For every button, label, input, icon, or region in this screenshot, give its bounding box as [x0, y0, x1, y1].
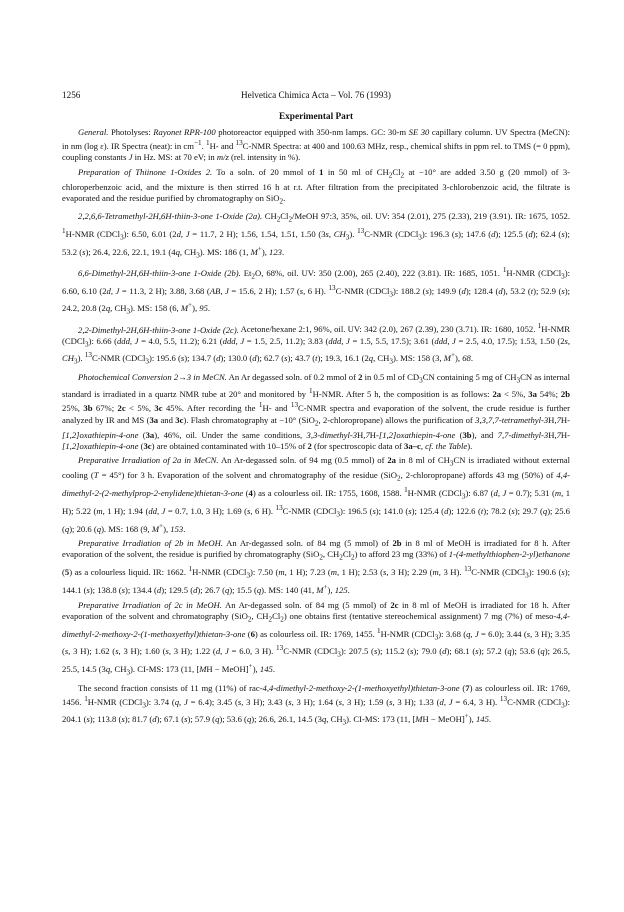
paragraph-content: An Ar-degassed soln. of 84 mg (5 mmol) of 2b in 8 ml of MeOH is irradiated for 8 h. After evaporation of the solvent, the residue is purified by chromatography (SiO$_2$, $CH_2Cl_2$) to afford 23 mg (33%) of 1-(4-methylthiophen-2-yl)ethanone (5) as a colourless liquid. IR: 1662. $^1$H-NMR (CDCl$_3$): 7.50 (m, 1 H); 7.23 (m, 1 H); 2.53 (s, 3 H); 2.29 (m, 3 H). $^{13}$C-NMR (CDCl$_3$): 190.6 (s); 144.1 (s); 138.8 (s); 134.4 (d); 129.5 (d); 26.7 (q); 15.5 (q). MS: 140 (41, M+), 125. — [62, 538, 570, 596]
paragraph-content: An Ar-degassed soln. of 84 mg (5 mmol) of 2c in 8 ml of MeOH is irradiated for 18 h. After evaporation of the solvent and chromatography (SiO$_2$, $CH_2Cl_2$) one obtains first (tentative stereochemical assignment) 7 mg (7%) of meso-4,4-dimethyl-2-methoxy-2-(1-methoxyethyl)thietan-3-one (6) as colourless oil. IR: 1769, 1455. $^1$H-NMR (CDCl$_3$): 3.68 (q, J = 6.0); 3.44 (s, 3 H); 3.35 (s, 3 H); 1.62 (s, 3 H); 1.60 (s, 3 H); 1.22 (d, J = 6.0, 3 H). $^{13}$C-NMR (CDCl$_3$): 207.5 (s); 115.2 (s); 79.0 (d); 68.1 (s); 57.2 (q); 53.6 (q); 26.5, 25.5, 14.5 (3q, $CH_3$). CI-MS: 173 (11, [MH − MeOH]+), 145. — [62, 599, 571, 677]
paragraph-photochemical-conversion — [62, 372, 570, 452]
body-text — [62, 127, 570, 729]
paragraph-irradiation-2b — [62, 538, 570, 596]
paragraph-lead: Preparation of Thiinone 1-Oxides 2. — [78, 166, 213, 177]
paragraph-content: The second fraction consists of 11 mg (11%) of rac-4,4-dimethyl-2-methoxy-2-(1-methoxyethyl)thietan-3-one (7) as colourless oil. IR: 1769, 1456. $^1$H-NMR (CDCl$_3$): 3.74 (q, J = 6.4); 3.45 (s, 3 H); 3.43 (s, 3 H); 1.64 (s, 3 H); 1.59 (s, 3 H); 1.33 (d, J = 6.4, 3 H). $^{13}$C-NMR (CDCl$_3$): 204.1 (s); 113.8 (s); 81.7 (d); 67.1 (s); 57.9 (q); 53.6 (q); 26.6, 26.1, 14.5 (3q, $CH_3$). CI-MS: 173 (11, [MH − MeOH]+), 145. — [62, 682, 571, 728]
paragraph-lead: Preparative Irradiation of 2b in MeOH. — [78, 538, 223, 549]
paragraph-lead: Photochemical Conversion 2→3 in MeCN. — [78, 371, 227, 382]
journal-title: Helvetica Chimica Acta – Vol. 76 (1993) — [241, 90, 391, 100]
paragraph-lead: 6,6-Dimethyl-2H,6H-thiin-3-one 1-Oxide (2b). — [78, 267, 241, 278]
paragraph-lead: 2,2-Dimethyl-2H,6H-thiin-3-one 1-Oxide (2c). — [78, 324, 239, 335]
paragraph-preparation — [62, 167, 570, 208]
paragraph-irradiation-2a — [62, 455, 570, 535]
page-number: 1256 — [62, 90, 81, 100]
running-header — [62, 88, 570, 102]
paragraph-lead: General. — [78, 127, 109, 137]
paragraph-second-fraction — [62, 683, 570, 730]
paragraph-content: $CH_2Cl_2$/MeOH 97:3, 35%, oil. UV: 354 (2.01), 275 (2.33), 219 (3.91). IR: 1675, 1052. $^1$H-NMR (CDCl$_3$): 6.50, 6.01 (2d, J = 11.7, 2 H); 1.56, 1.54, 1.51, 1.50 (3s, $CH_3$). $^{13}$C-NMR (CDCl$_3$): 196.3 (s); 147.6 (d); 125.5 (d); 62.4 (s); 53.2 (s); 26.4, 22.6, 22.1, 19.1 (4q, $CH_3$). MS: 186 (1, M+), 123. — [62, 211, 570, 260]
paragraph-general — [62, 127, 570, 163]
paragraph-content: Photolyses: Rayonet RPR-100 photoreactor equipped with 350-nm lamps. GC: 30-m SE 30 capillary column. UV Spectra (MeCN): in nm (log ε). IR Spectra (neat): in $cm^{-1}$. $^1$H- and $^{13}$C-NMR Spectra: at 400 and 100.63 MHz, resp., chemical shifts in ppm rel. to TMS (= 0 ppm), coupling constants J in Hz. MS: at 70 eV; in m/z (rel. intensity in %). — [62, 127, 571, 163]
paragraph-lead: Preparative Irradiation of 2a in MeCN. — [78, 455, 219, 466]
paragraph-compound-2c — [62, 322, 570, 369]
paragraph-lead: Preparative Irradiation of 2c in MeOH. — [78, 599, 222, 610]
paragraph-content: $Et_2O$, 68%, oil. UV: 350 (2.00), 265 (2.40), 222 (3.81). IR: 1685, 1051. $^1$H-NMR (CDCl$_3$): 6.60, 6.10 (2d, J = 11.3, 2 H); 3.88, 3.68 (AB, J = 15.6, 2 H); 1.57 (s, 6 H). $^{13}$C-NMR (CDCl$_3$): 188.2 (s); 149.9 (d); 128.4 (d), 53.2 (t); 52.9 (s); 24.2, 20.8 (2q, $CH_3$). MS: 158 (6, M+), 95. — [62, 266, 571, 317]
paragraph-compound-2a — [62, 211, 570, 262]
paragraph-lead: 2,2,6,6-Tetramethyl-2H,6H-thiin-3-one 1-Oxide (2a). — [78, 211, 263, 222]
paragraph-content: To a soln. of 20 mmol of 1 in 50 ml of $CH_2Cl_2$ at −10° are added 3.50 g (20 mmol) of 3-chloroperbenzoic acid, and the mixture is then stirred 16 h at r.t. After filtration from the precipitated 3-chlorobenzoic acid, the filtrate is evaporated and the residue purified by chromatography on SiO$_2$. — [62, 166, 571, 206]
paragraph-content: An Ar-degassed soln. of 94 mg (0.5 mmol) of 2a in 8 ml of $CH_3CN$ is irradiated without external cooling (T = 45°) for 3 h. Evaporation of the solvent and chromatography of the residue (SiO$_2$, 2-chloropropane) affords 43 mg (50%) of 4,4-dimethyl-2-(2-methylprop-2-enylidene)thietan-3-one (4) as a colourless oil. IR: 1755, 1608, 1588. $^1$H-NMR (CDCl$_3$): 6.87 (d, J = 0.7); 5.31 (m, 1 H); 5.22 (m, 1 H); 1.94 (dd, J = 0.7, 1.0, 3 H); 1.69 (s, 6 H). $^{13}$C-NMR (CDCl$_3$): 196.5 (s); 141.0 (s); 125.4 (d); 122.6 (t); 78.2 (s); 29.7 (q); 25.6 (q); 20.6 (q). MS: 168 (9, M+), 153. — [62, 455, 571, 534]
paragraph-content: Acetone/hexane 2:1, 96%, oil. UV: 342 (2.0), 267 (2.39), 230 (3.71). IR: 1680, 1052. $^1$H-NMR (CDCl$_3$): 6.66 (ddd, J = 4.0, 5.5, 11.2); 6.21 (ddd, J = 1.5, 2.5, 11.2); 3.83 (ddd, J = 1.5, 5.5, 17.5); 3.61 (ddd, J = 2.5, 4.0, 17.5); 1.53, 1.50 (2s, $CH_3$). $^{13}$C-NMR (CDCl$_3$): 195.6 (s); 134.7 (d); 130.0 (d); 62.7 (s); 43.7 (t); 19.3, 16.1 (2q, $CH_3$). MS: 158 (3, M+), 68. — [62, 322, 571, 367]
paragraph-compound-2b — [62, 265, 570, 318]
section-title: Experimental Part — [278, 112, 354, 122]
paragraph-content: An Ar degassed soln. of 0.2 mmol of 2 in 0.5 ml of $CD_3CN$ containing 5 mg of $CH_3CN$ as internal standard is irradiated in a quartz NMR tube at 20° and monitored by $^1$H-NMR. After 5 h, the composition is as follows: 2a < 5%, 3a 54%; 2b 25%, 3b 67%; 2c < 5%, 3c 45%. After recording the $^1$H- and $^{13}$C-NMR spectra and evaporation of the solvent, the crude residue is further analyzed by IR and MS (3a and 3c). Flash chromatography at −10° (SiO$_2$, 2-chloropropane) allows the purification of 3,3,7,7-tetramethyl-3H,7H-[1,2]oxathiepin-4-one (3a), 46%, oil. Under the same conditions, 3,3-dimethyl-3H,7H-[1,2]oxathiepin-4-one (3b), and 7,7-dimethyl-3H,7H-[1,2]oxathiepin-4-one (3c) are obtained contaminated with 10–15% of 2 (for spectroscopic data of 3a–c, cf. the Table). — [62, 371, 571, 451]
paragraph-irradiation-2c — [62, 600, 570, 680]
journal-page — [62, 88, 570, 733]
